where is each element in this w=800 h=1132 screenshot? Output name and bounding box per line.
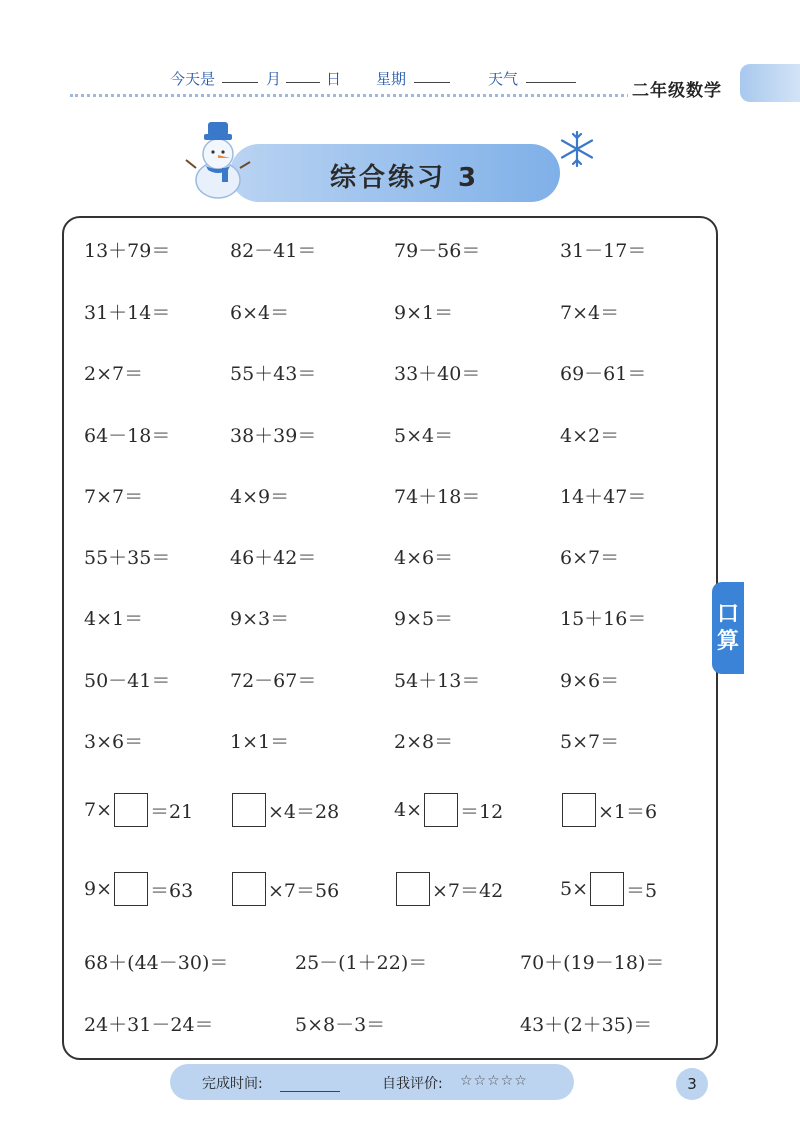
oral-calc-tab [712,582,744,674]
exercise-item: 74＋18＝ [394,485,481,508]
fill-in-box-item [394,869,503,909]
self-eval-label: 自我评价: [382,1076,443,1092]
fill-in-box-item [230,790,339,830]
fill-in-box-item [84,790,193,830]
exercise-item: 4×9＝ [230,485,290,508]
equation-suffix: ×7＝42 [432,879,504,902]
mixed-exercise-item: 5×8－3＝ [295,1013,386,1036]
side-tab-char-2: 算 [716,629,739,654]
exercise-item: 14＋47＝ [560,485,647,508]
page-number: 3 [676,1068,708,1100]
weather-label: 天气 [488,70,519,88]
exercise-item: 7×7＝ [84,485,144,508]
month-blank[interactable] [222,68,258,87]
snowman-icon [182,120,252,200]
exercise-item: 1×1＝ [230,730,290,753]
answer-box[interactable] [590,872,624,906]
answer-box[interactable] [232,793,266,827]
exercise-item: 31－17＝ [560,239,647,262]
header-dotted-line [70,94,630,97]
answer-box[interactable] [114,872,148,906]
equation-suffix: ×1＝6 [598,800,658,823]
equation-suffix: ＝21 [150,800,194,823]
exercise-item: 64－18＝ [84,424,171,447]
exercise-item: 9×6＝ [560,669,620,692]
answer-box[interactable] [114,793,148,827]
rating-stars[interactable]: ☆☆☆☆☆ [460,1073,528,1089]
exercise-item: 79－56＝ [394,239,481,262]
exercise-item: 69－61＝ [560,362,647,385]
weekday-blank[interactable] [414,68,450,87]
equation-suffix: ＝5 [626,879,658,902]
equation-suffix: ×4＝28 [268,800,340,823]
mixed-exercise-item: 43＋(2＋35)＝ [520,1013,653,1036]
exercise-item: 2×7＝ [84,362,144,385]
exercise-item: 46＋42＝ [230,546,317,569]
exercise-item: 38＋39＝ [230,424,317,447]
exercise-item: 13＋79＝ [84,239,171,262]
exercise-item: 4×1＝ [84,607,144,630]
exercise-item: 54＋13＝ [394,669,481,692]
exercise-item: 4×6＝ [394,546,454,569]
exercise-panel [62,216,718,1060]
answer-box[interactable] [562,793,596,827]
side-tab-char-1: 口 [716,601,739,627]
footer-bar [170,1064,574,1100]
mixed-exercise-item: 70＋(19－18)＝ [520,951,665,974]
exercise-item: 2×8＝ [394,730,454,753]
snowflake-icon [558,130,596,168]
exercise-item: 72－67＝ [230,669,317,692]
answer-box[interactable] [396,872,430,906]
exercise-item: 4×2＝ [560,424,620,447]
exercise-item: 55＋43＝ [230,362,317,385]
exercise-item: 6×7＝ [560,546,620,569]
equation-prefix: 4× [394,799,423,821]
exercise-item: 3×6＝ [84,730,144,753]
day-label: 日 [326,70,342,88]
answer-box[interactable] [424,793,458,827]
fill-in-box-item [84,869,193,909]
weather-blank[interactable] [526,68,576,87]
mixed-exercise-item: 25－(1＋22)＝ [295,951,428,974]
exercise-item: 6×4＝ [230,301,290,324]
page-title: 综合练习 3 [330,163,480,193]
fill-in-box-item [560,869,657,909]
exercise-item: 9×3＝ [230,607,290,630]
equation-prefix: 9× [84,878,113,900]
answer-box[interactable] [232,872,266,906]
fill-in-box-item [230,869,339,909]
equation-suffix: ×7＝56 [268,879,340,902]
exercise-item: 9×1＝ [394,301,454,324]
equation-suffix: ＝12 [460,800,504,823]
mixed-exercise-item: 24＋31－24＝ [84,1013,214,1036]
exercise-item: 7×4＝ [560,301,620,324]
exercise-item: 5×4＝ [394,424,454,447]
fill-in-box-item [394,790,503,830]
grade-subject-label: 二年级数学 [632,81,722,101]
today-label: 今天是 [170,70,216,88]
exercise-item: 5×7＝ [560,730,620,753]
grade-tab-bar [740,64,800,102]
exercise-item: 15＋16＝ [560,607,647,630]
exercise-item: 50－41＝ [84,669,171,692]
exercise-item: 9×5＝ [394,607,454,630]
completion-time-label: 完成时间: [202,1076,263,1092]
weekday-label: 星期 [376,70,407,88]
fill-in-box-item [560,790,657,830]
exercise-item: 33＋40＝ [394,362,481,385]
mixed-exercise-item: 68＋(44－30)＝ [84,951,229,974]
exercise-item: 82－41＝ [230,239,317,262]
exercise-item: 31＋14＝ [84,301,171,324]
grade-subject-tab [628,62,800,104]
equation-suffix: ＝63 [150,879,194,902]
month-label: 月 [266,70,282,88]
day-blank[interactable] [286,68,320,87]
exercise-item: 55＋35＝ [84,546,171,569]
equation-prefix: 5× [560,878,589,900]
equation-prefix: 7× [84,799,113,821]
